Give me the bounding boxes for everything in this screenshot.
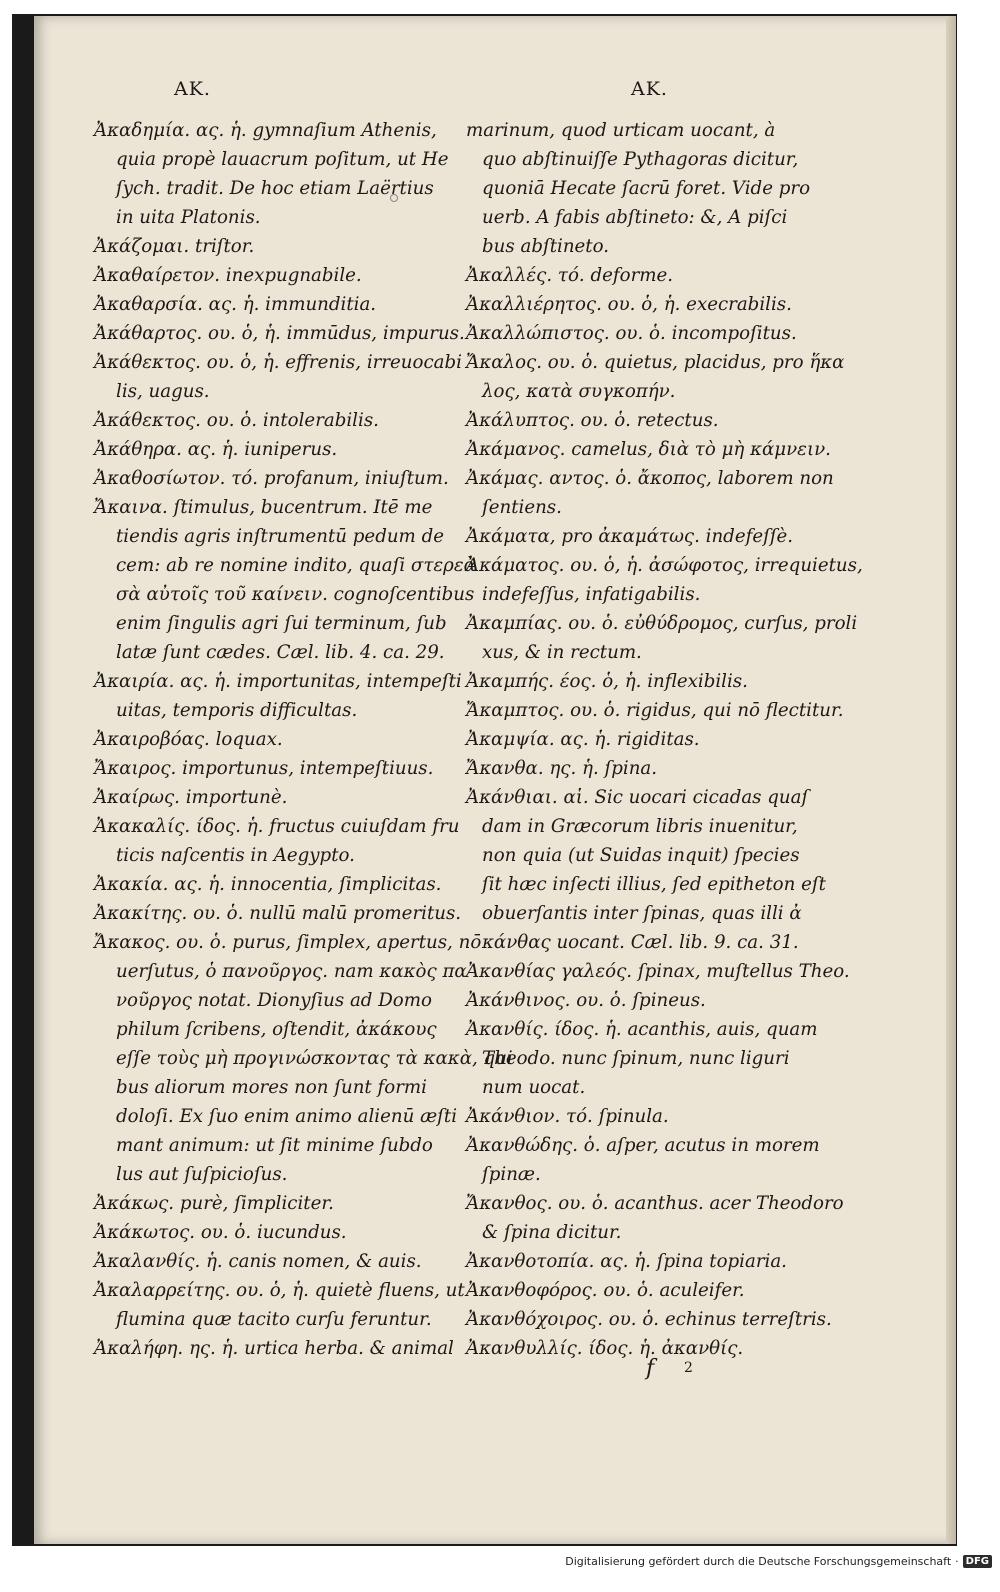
dictionary-entry	[94, 232, 474, 261]
dictionary-entry	[466, 667, 826, 696]
entry-headline: Ἀκαθοσίωτον. τό. profanum, iniuſtum.	[94, 468, 449, 489]
dictionary-entry	[94, 899, 474, 928]
entry-continuation: ſpinæ.	[482, 1164, 541, 1185]
entry-headline: Ἀκαλλώπιστος. ου. ὁ. incompoſitus.	[466, 323, 797, 344]
entry-headline: Ἄκακος. ου. ὁ. purus, ſimplex, apertus, nō	[94, 932, 482, 953]
entry-headline: Ἀκαιρία. ας. ἡ. importunitas, intempeſti	[94, 671, 462, 692]
entry-headline: Ἀκάνθιαι. αἱ. Sic uocari cicadas quaſ	[466, 787, 809, 808]
entry-headline: Ἀκαλλιέρητος. ου. ὁ, ἡ. execrabilis.	[466, 294, 792, 315]
entry-headline: Ἀκακίτης. ου. ὁ. nullū malū promeritus.	[94, 903, 462, 924]
dictionary-entry	[466, 609, 858, 667]
entry-headline: Ἀκάκως. purè, ſimpliciter.	[94, 1193, 334, 1214]
dictionary-entry	[94, 464, 474, 493]
dictionary-entry	[94, 319, 474, 348]
entry-headline: Ἀκανθίας γαλεός. ſpinax, muſtellus Theo.	[466, 961, 850, 982]
entry-headline: Ἀκαιροβόας. loquax.	[94, 729, 283, 750]
dictionary-entry	[466, 290, 826, 319]
dictionary-entry	[466, 1305, 832, 1334]
entry-headline: Ἄκανθα. ης. ἡ. ſpina.	[466, 758, 658, 779]
dictionary-entry	[94, 290, 474, 319]
entry-continuation: uitas, temporis difficultas.	[116, 700, 358, 721]
entry-continuation: quoniā Hecate ſacrū foret. Vide pro	[482, 178, 811, 199]
dictionary-entry	[466, 406, 826, 435]
dictionary-entry	[94, 261, 474, 290]
entry-continuation: flumina quæ tacito curſu feruntur.	[116, 1309, 432, 1330]
entry-headline: Ἀκαίρως. importunè.	[94, 787, 288, 808]
entry-continuation: indefeſſus, infatigabilis.	[482, 584, 701, 605]
entry-headline: Ἄκαιρος. importunus, intempeſtiuus.	[94, 758, 434, 779]
entry-headline: Ἀκαδημία. ας. ἡ. gymnaſium Athenis,	[94, 120, 437, 141]
dictionary-entry	[94, 667, 474, 725]
dictionary-entry	[94, 348, 474, 406]
dictionary-entry	[466, 1189, 844, 1247]
entry-continuation: eſſe τοὺς μὴ προγινώσκοντας τὰ κακὰ, qui	[116, 1048, 513, 1069]
entry-headline: Ἀκάματος. ου. ὁ, ἡ. ἀσώφοτος, irrequietus,	[466, 555, 863, 576]
entry-continuation: dam in Græcorum libris inuenitur,	[482, 816, 798, 837]
dictionary-entry	[94, 406, 474, 435]
dictionary-entry	[94, 783, 474, 812]
entry-continuation: κάνθας uocant. Cæl. lib. 9. ca. 31.	[482, 932, 799, 953]
entry-continuation: ſit hæc inſecti illius, ſed epitheton eſt	[482, 874, 826, 895]
entry-continuation: quo abſtinuiſſe Pythagoras dicitur,	[482, 149, 799, 170]
entry-headline: Ἀκάμας. αντος. ὁ. ἄκοπος, laborem non	[466, 468, 834, 489]
entry-headline: Ἀκανθοφόρος. ου. ὁ. aculeifer.	[466, 1280, 745, 1301]
dictionary-entry	[94, 812, 474, 870]
entry-headline: Ἀκανθίς. ίδος. ἡ. acanthis, auis, quam	[466, 1019, 818, 1040]
dictionary-entry	[466, 522, 826, 551]
entry-headline: Ἄκανθος. ου. ὁ. acanthus. acer Theodoro	[466, 1193, 844, 1214]
entry-continuation: mant animum: ut ſit minime ſubdo	[116, 1135, 433, 1156]
dictionary-entry	[466, 1015, 826, 1102]
dictionary-entry	[466, 696, 844, 725]
entry-continuation: uerſutus, ὁ πανοῦργος. nam κακὸς πα	[116, 961, 467, 982]
entry-headline: Ἀκαλλές. τό. deforme.	[466, 265, 674, 286]
entry-continuation: doloſi. Ex ſuo enim animo alienū æſti	[116, 1106, 458, 1127]
dictionary-entry	[466, 957, 850, 986]
entry-continuation: ſentiens.	[482, 497, 562, 518]
entry-headline: Ἀκανθοτοπία. ας. ἡ. ſpina topiaria.	[466, 1251, 787, 1272]
entry-headline: Ἀκάλυπτος. ου. ὁ. retectus.	[466, 410, 719, 431]
entry-headline: Ἄκαινα. ſtimulus, bucentrum. Itē me	[94, 497, 433, 518]
entry-headline: Ἀκαμπίας. ου. ὁ. εὐθύδρομος, curſus, proli	[466, 613, 858, 634]
entry-continuation: non quia (ut Suidas inquit) ſpecies	[482, 845, 800, 866]
dictionary-entry	[94, 870, 474, 899]
ink-spot	[390, 194, 398, 202]
dictionary-entry	[94, 493, 474, 667]
entry-headline: Ἀκαμπής. έος. ὁ, ἡ. inflexibilis.	[466, 671, 748, 692]
dictionary-entry	[466, 986, 826, 1015]
entry-headline: Ἀκάνθιον. τό. ſpinula.	[466, 1106, 669, 1127]
dictionary-entry	[466, 1247, 826, 1276]
entry-headline: Ἀκάθαρτος. ου. ὁ, ἡ. immūdus, impurus.	[94, 323, 465, 344]
entry-headline: Ἀκαμψία. ας. ἡ. rigiditas.	[466, 729, 700, 750]
dictionary-entry	[466, 319, 826, 348]
entry-continuation: & ſpina dicitur.	[482, 1222, 622, 1243]
entry-continuation: Theodo. nunc ſpinum, nunc liguri	[482, 1048, 790, 1069]
entry-headline: Ἀκάθεκτος. ου. ὁ. intolerabilis.	[94, 410, 379, 431]
dictionary-entry	[466, 551, 863, 609]
dictionary-entry	[466, 116, 826, 261]
entry-headline: Ἀκαλαρρείτης. ου. ὁ, ἡ. quietè fluens, ut	[94, 1280, 465, 1301]
entry-continuation: lis, uagus.	[116, 381, 210, 402]
dictionary-entry	[94, 435, 474, 464]
entry-headline: Ἀκανθώδης. ὁ. aſper, acutus in morem	[466, 1135, 820, 1156]
dictionary-entry	[466, 754, 826, 783]
dictionary-entry	[466, 348, 845, 406]
entry-continuation: νοῦργος notat. Dionyſius ad Domo	[116, 990, 432, 1011]
entry-headline: Ἀκάματα, pro ἀκαμάτως. indefeſſè.	[466, 526, 794, 547]
dictionary-entry	[94, 1276, 474, 1334]
entry-continuation: ticis naſcentis in Aegypto.	[116, 845, 355, 866]
entry-continuation: bus abſtineto.	[482, 236, 610, 257]
entry-continuation: in uita Platonis.	[116, 207, 261, 228]
dictionary-entry	[466, 261, 826, 290]
entry-headline: Ἀκάζομαι. triſtor.	[94, 236, 255, 257]
entry-continuation: σὰ αὐτοῖς τοῦ καίνειν. cognoſcentibus	[116, 584, 475, 605]
entry-headline: Ἀκάμανος. camelus, διὰ τὸ μὴ κάμνειν.	[466, 439, 831, 460]
entry-continuation: philum ſcribens, oſtendit, ἀκάκους	[116, 1019, 437, 1040]
entry-headline: Ἀκαλανθίς. ἡ. canis nomen, & auis.	[94, 1251, 422, 1272]
dictionary-entry	[466, 725, 826, 754]
dictionary-entry	[94, 754, 474, 783]
entry-headline: Ἀκακαλίς. ίδος. ἡ. fructus cuiuſdam fru	[94, 816, 460, 837]
entry-headline: Ἀκαθαίρετον. inexpugnabile.	[94, 265, 362, 286]
entry-continuation: enim ſingulis agri ſui terminum, ſub	[116, 613, 447, 634]
entry-continuation: obuerſantis inter ſpinas, quas illi ἀ	[482, 903, 802, 924]
entry-headline: Ἀκακία. ας. ἡ. innocentia, ſimplicitas.	[94, 874, 442, 895]
dfg-credit-text: Digitalisierung gefördert durch die Deutsche Forschungsgemeinschaft	[565, 1554, 952, 1568]
dictionary-entry	[466, 435, 831, 464]
entry-headline: Ἀκαθαρσία. ας. ἡ. immunditia.	[94, 294, 377, 315]
dictionary-entry	[94, 725, 474, 754]
dictionary-entry	[94, 1218, 474, 1247]
entry-headline: Ἄκαμπτος. ου. ὁ. rigidus, qui nō flectitur.	[466, 700, 844, 721]
entry-headline: Ἀκάθηρα. ας. ἡ. iuniperus.	[94, 439, 338, 460]
dictionary-entry	[94, 1334, 474, 1363]
entry-continuation: quia propè lauacrum poſitum, ut He	[116, 149, 449, 170]
dictionary-entry	[94, 116, 474, 232]
entry-continuation: cem: ab re nomine indito, quaſi στερεὰ	[116, 555, 476, 576]
right-entries	[466, 116, 863, 1363]
entry-continuation: num uocat.	[482, 1077, 586, 1098]
entry-headline: Ἀκαλήφη. ης. ἡ. urtica herba. & animal	[94, 1338, 454, 1359]
entry-headline: Ἀκάκωτος. ου. ὁ. iucundus.	[94, 1222, 347, 1243]
entry-continuation: uerb. A fabis abſtineto: &, A piſci	[482, 207, 788, 228]
entry-headline: Ἀκάθεκτος. ου. ὁ, ἡ. effrenis, irreuocabi	[94, 352, 462, 373]
dictionary-entry	[466, 1276, 826, 1305]
dictionary-entry	[94, 1247, 474, 1276]
dictionary-entry	[466, 464, 834, 522]
running-head-left: AK.	[174, 78, 211, 100]
entry-headline: marinum, quod urticam uocant, à	[466, 120, 776, 141]
dictionary-entry	[94, 1189, 474, 1218]
dfg-credit: Digitalisierung gefördert durch die Deutsche Forschungsgemeinschaft · DFG	[565, 1552, 992, 1570]
entry-continuation: lus aut ſuſpicioſus.	[116, 1164, 288, 1185]
entry-headline: Ἄκαλος. ου. ὁ. quietus, placidus, pro ἥκα	[466, 352, 845, 373]
dictionary-entry	[466, 1131, 826, 1189]
entry-continuation: xus, & in rectum.	[482, 642, 642, 663]
entry-headline: Ἀκανθόχοιρος. ου. ὁ. echinus terreſtris.	[466, 1309, 832, 1330]
entry-headline: Ἀκανθυλλίς. ίδος. ἡ. ἀκανθίς.	[466, 1338, 744, 1359]
entry-continuation: tiendis agris inſtrumentū pedum de	[116, 526, 444, 547]
entry-continuation: ſych. tradit. De hoc etiam Laërtius	[116, 178, 434, 199]
dfg-logo: DFG	[963, 1555, 992, 1568]
signature-mark: f	[646, 1356, 655, 1381]
dictionary-entry	[466, 783, 826, 957]
entry-headline: Ἀκάνθινος. ου. ὁ. ſpineus.	[466, 990, 706, 1011]
running-head-right: AK.	[631, 78, 668, 100]
entry-continuation: λος, κατὰ συγκοπήν.	[482, 381, 676, 402]
dictionary-entry	[466, 1102, 826, 1131]
signature-number: 2	[684, 1360, 693, 1376]
book-page	[34, 16, 956, 1544]
entry-continuation: bus aliorum mores non ſunt formi	[116, 1077, 427, 1098]
page-edge	[946, 16, 956, 1544]
entry-continuation: latæ ſunt cædes. Cæl. lib. 4. ca. 29.	[116, 642, 445, 663]
